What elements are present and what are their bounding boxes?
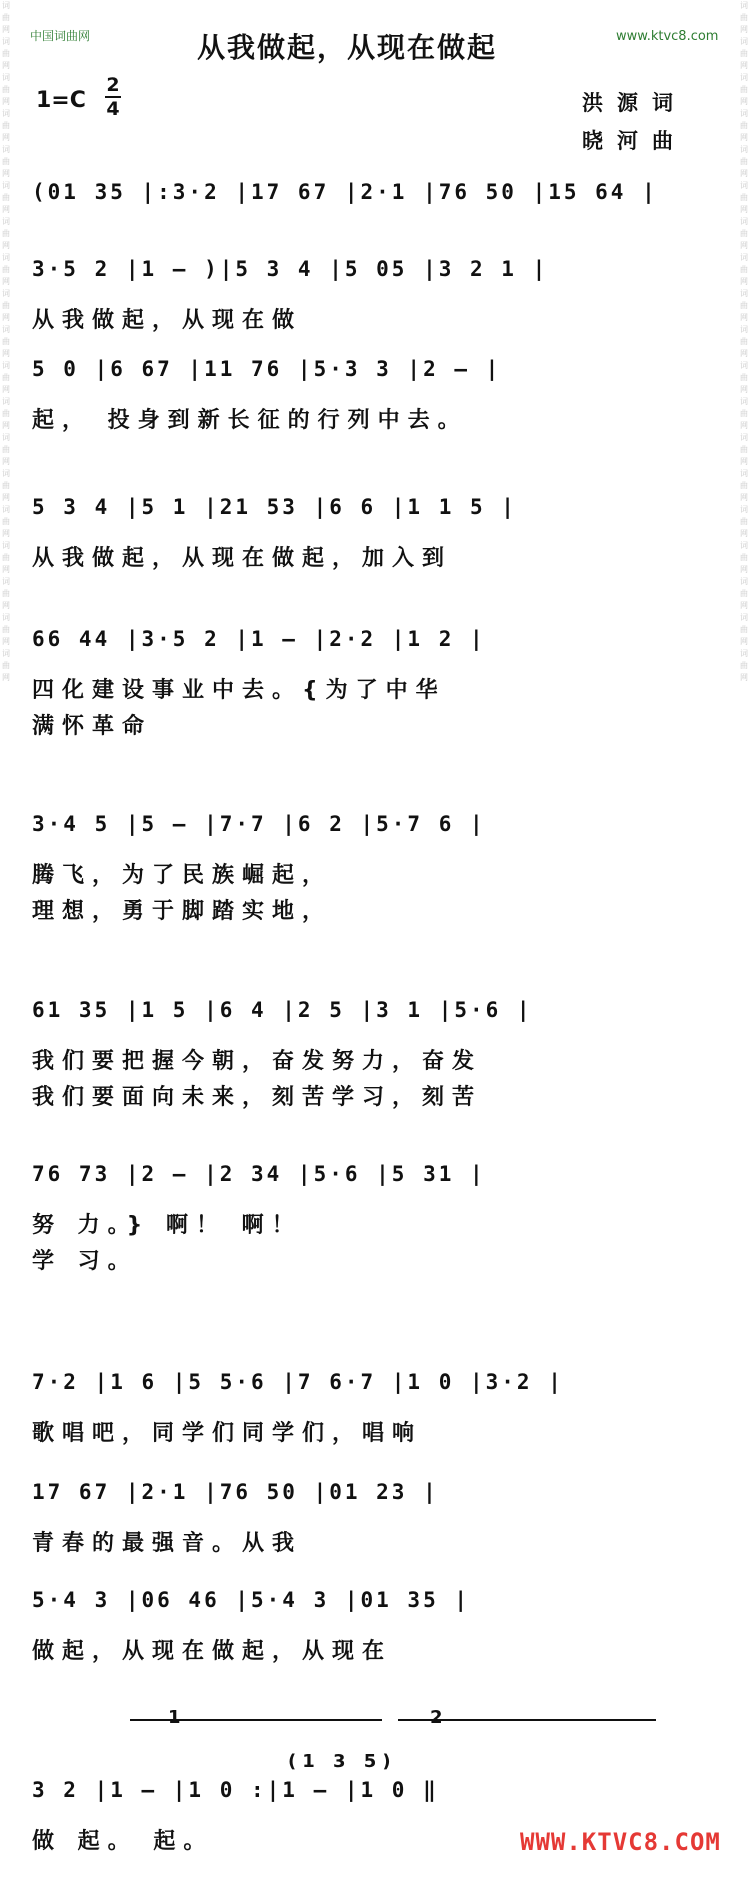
side-strip-char: 网: [2, 493, 10, 502]
side-strip-char: 曲: [740, 85, 748, 94]
side-strip-char: 曲: [740, 553, 748, 562]
side-strip-char: 网: [2, 673, 10, 682]
lyric-line: 歌唱吧，同学们同学们，唱响: [32, 1421, 423, 1446]
side-strip-char: 词: [2, 73, 10, 82]
side-strip-char: 曲: [740, 409, 748, 418]
lyric-line: 做 起。 起。: [32, 1829, 214, 1854]
side-strip-char: 网: [2, 421, 10, 430]
lyric-line: 四化建设事业中去。{为了中华: [32, 678, 446, 703]
meter-top: 2: [106, 74, 120, 96]
side-strip-char: 网: [2, 61, 10, 70]
side-strip-char: 网: [2, 601, 10, 610]
notation-line: 5 0 |6 67 |11 76 |5·3 3 |2 — |: [32, 357, 502, 381]
side-strip-char: 曲: [2, 229, 10, 238]
side-strip-char: 曲: [2, 157, 10, 166]
side-strip-char: 网: [2, 385, 10, 394]
side-strip-char: 网: [2, 277, 10, 286]
side-strip-char: 曲: [740, 265, 748, 274]
side-strip-char: 网: [740, 277, 748, 286]
side-strip-char: 网: [740, 457, 748, 466]
side-strip-char: 曲: [740, 13, 748, 22]
side-strip-char: 曲: [740, 481, 748, 490]
side-strip-char: 词: [2, 109, 10, 118]
side-strip-char: 网: [2, 241, 10, 250]
side-strip-char: 网: [740, 601, 748, 610]
notation-line: 76 73 |2 — |2 34 |5·6 |5 31 |: [32, 1162, 486, 1186]
side-strip-char: 词: [2, 37, 10, 46]
song-title: 从我做起，从现在做起: [197, 31, 498, 64]
side-strip-char: 曲: [2, 661, 10, 670]
notation-line: 3·4 5 |5 — |7·7 |6 2 |5·7 6 |: [32, 812, 486, 836]
side-strip-char: 网: [2, 529, 10, 538]
side-strip-char: 词: [2, 577, 10, 586]
coda-chord: (1 3 5): [288, 1751, 397, 1772]
side-strip-char: 曲: [2, 121, 10, 130]
side-strip-char: 网: [2, 457, 10, 466]
side-strip-char: 网: [2, 313, 10, 322]
side-strip-char: 曲: [2, 409, 10, 418]
side-strip-char: 词: [740, 577, 748, 586]
side-strip-char: 网: [2, 169, 10, 178]
notation-line: (01 35 |:3·2 |17 67 |2·1 |76 50 |15 64 |: [32, 180, 658, 204]
time-signature: [104, 74, 122, 120]
side-strip-char: 词: [2, 217, 10, 226]
side-strip-char: 词: [2, 541, 10, 550]
side-strip-char: 曲: [2, 301, 10, 310]
side-strip-char: 网: [2, 133, 10, 142]
meter-bottom: 4: [106, 98, 120, 120]
side-strip-char: 网: [740, 421, 748, 430]
second-ending-label: 2: [430, 1707, 443, 1728]
notation-line: 66 44 |3·5 2 |1 — |2·2 |1 2 |: [32, 627, 486, 651]
key-signature: 1=C: [36, 88, 86, 113]
notation-line: 7·2 |1 6 |5 5·6 |7 6·7 |1 0 |3·2 |: [32, 1370, 564, 1394]
notation-line: 3·5 2 |1 — )|5 3 4 |5 05 |3 2 1 |: [32, 257, 549, 281]
side-strip-char: 曲: [740, 337, 748, 346]
lyric-line: 做起，从现在做起，从现在: [32, 1639, 393, 1664]
side-strip-char: 网: [2, 637, 10, 646]
side-strip-char: 词: [2, 433, 10, 442]
side-strip-char: 曲: [740, 49, 748, 58]
lyric-line: 从我做起，从现在做起，加入到: [32, 546, 453, 571]
lyric-line: 腾飞，为了民族崛起，: [32, 863, 333, 888]
side-strip-char: 词: [740, 1, 748, 10]
notation-line: 3 2 |1 — |1 0 :|1 — |1 0 ‖: [32, 1778, 439, 1802]
side-strip-char: 网: [740, 529, 748, 538]
notation-line: 5·4 3 |06 46 |5·4 3 |01 35 |: [32, 1588, 471, 1612]
side-strip-char: 词: [740, 325, 748, 334]
side-strip-char: 网: [2, 349, 10, 358]
side-strip-char: 网: [740, 133, 748, 142]
lyric-line: 我们要把握今朝，奋发努力，奋发: [32, 1049, 483, 1074]
side-strip-char: 词: [2, 469, 10, 478]
side-strip-char: 曲: [2, 445, 10, 454]
side-strip-char: 曲: [2, 13, 10, 22]
side-strip-char: 曲: [2, 85, 10, 94]
side-strip-char: 曲: [2, 49, 10, 58]
side-strip-char: 曲: [2, 517, 10, 526]
side-strip-char: 词: [2, 505, 10, 514]
side-strip-char: 网: [2, 565, 10, 574]
lyric-line-second-verse: 满怀革命: [32, 714, 153, 739]
side-strip-char: 词: [2, 649, 10, 658]
side-strip-char: 曲: [740, 517, 748, 526]
side-strip-char: 词: [740, 433, 748, 442]
side-strip-char: 曲: [2, 337, 10, 346]
side-strip-char: 曲: [740, 229, 748, 238]
side-strip-char: 网: [740, 565, 748, 574]
side-strip-char: 曲: [2, 589, 10, 598]
side-strip-char: 曲: [2, 265, 10, 274]
side-strip-char: 词: [2, 289, 10, 298]
right-side-strip: [738, 0, 750, 1883]
side-strip-char: 曲: [740, 589, 748, 598]
side-strip-char: 曲: [740, 193, 748, 202]
first-ending-label: 1: [168, 1707, 181, 1728]
side-strip-char: 词: [740, 613, 748, 622]
side-strip-char: 词: [740, 505, 748, 514]
side-strip-char: 网: [740, 385, 748, 394]
side-strip-char: 网: [740, 313, 748, 322]
side-strip-char: 词: [740, 253, 748, 262]
side-strip-char: 网: [740, 349, 748, 358]
side-strip-char: 曲: [2, 373, 10, 382]
site-name-left[interactable]: 中国词曲网: [30, 29, 91, 43]
side-strip-char: 曲: [740, 445, 748, 454]
side-strip-char: 词: [2, 325, 10, 334]
side-strip-char: 词: [2, 253, 10, 262]
lyric-line-second-verse: 我们要面向未来，刻苦学习，刻苦: [32, 1085, 483, 1110]
side-strip-char: 网: [740, 61, 748, 70]
side-strip-char: 曲: [2, 553, 10, 562]
side-strip-char: 曲: [2, 625, 10, 634]
side-strip-char: 词: [2, 145, 10, 154]
side-strip-char: 网: [740, 493, 748, 502]
side-strip-char: 词: [740, 649, 748, 658]
side-strip-char: 词: [2, 397, 10, 406]
side-strip-char: 词: [2, 361, 10, 370]
side-strip-char: 词: [740, 145, 748, 154]
side-strip-char: 网: [740, 241, 748, 250]
lyric-line: 起， 投身到新长征的行列中去。: [32, 408, 468, 433]
notation-line: 17 67 |2·1 |76 50 |01 23 |: [32, 1480, 439, 1504]
watermark: WWW.KTVC8.COM: [520, 1828, 721, 1856]
lyric-line: 努 力。} 啊！ 啊！: [32, 1213, 302, 1238]
notation-line: 5 3 4 |5 1 |21 53 |6 6 |1 1 5 |: [32, 495, 517, 519]
lyricist-credit: 洪源词: [582, 91, 687, 115]
side-strip-char: 词: [2, 613, 10, 622]
side-strip-char: 词: [740, 109, 748, 118]
side-strip-char: 词: [740, 397, 748, 406]
notation-line: 61 35 |1 5 |6 4 |2 5 |3 1 |5·6 |: [32, 998, 533, 1022]
side-strip-char: 曲: [740, 121, 748, 130]
side-strip-char: 曲: [2, 193, 10, 202]
composer-credit: 晓河曲: [582, 129, 687, 153]
side-strip-char: 词: [740, 217, 748, 226]
side-strip-char: 网: [740, 637, 748, 646]
side-strip-char: 词: [2, 1, 10, 10]
side-strip-char: 曲: [2, 481, 10, 490]
side-strip-char: 词: [740, 469, 748, 478]
side-strip-char: 曲: [740, 301, 748, 310]
side-strip-char: 曲: [740, 373, 748, 382]
side-strip-char: 网: [2, 25, 10, 34]
side-strip-char: 网: [740, 25, 748, 34]
site-url[interactable]: www.ktvc8.com: [616, 29, 719, 44]
side-strip-char: 词: [740, 289, 748, 298]
side-strip-char: 词: [740, 361, 748, 370]
side-strip-char: 词: [740, 37, 748, 46]
side-strip-char: 网: [2, 205, 10, 214]
lyric-line: 从我做起，从现在做: [32, 308, 303, 333]
lyric-line-second-verse: 学 习。: [32, 1249, 138, 1274]
side-strip-char: 网: [2, 97, 10, 106]
lyric-line-second-verse: 理想，勇于脚踏实地，: [32, 899, 333, 924]
side-strip-char: 词: [740, 181, 748, 190]
side-strip-char: 曲: [740, 625, 748, 634]
side-strip-char: 网: [740, 673, 748, 682]
side-strip-char: 网: [740, 205, 748, 214]
side-strip-char: 曲: [740, 661, 748, 670]
side-strip-char: 网: [740, 169, 748, 178]
side-strip-char: 词: [740, 541, 748, 550]
lyric-line: 青春的最强音。从我: [32, 1531, 303, 1556]
side-strip-char: 网: [740, 97, 748, 106]
side-strip-char: 词: [740, 73, 748, 82]
left-side-strip: [0, 0, 12, 1883]
side-strip-char: 词: [2, 181, 10, 190]
side-strip-char: 曲: [740, 157, 748, 166]
